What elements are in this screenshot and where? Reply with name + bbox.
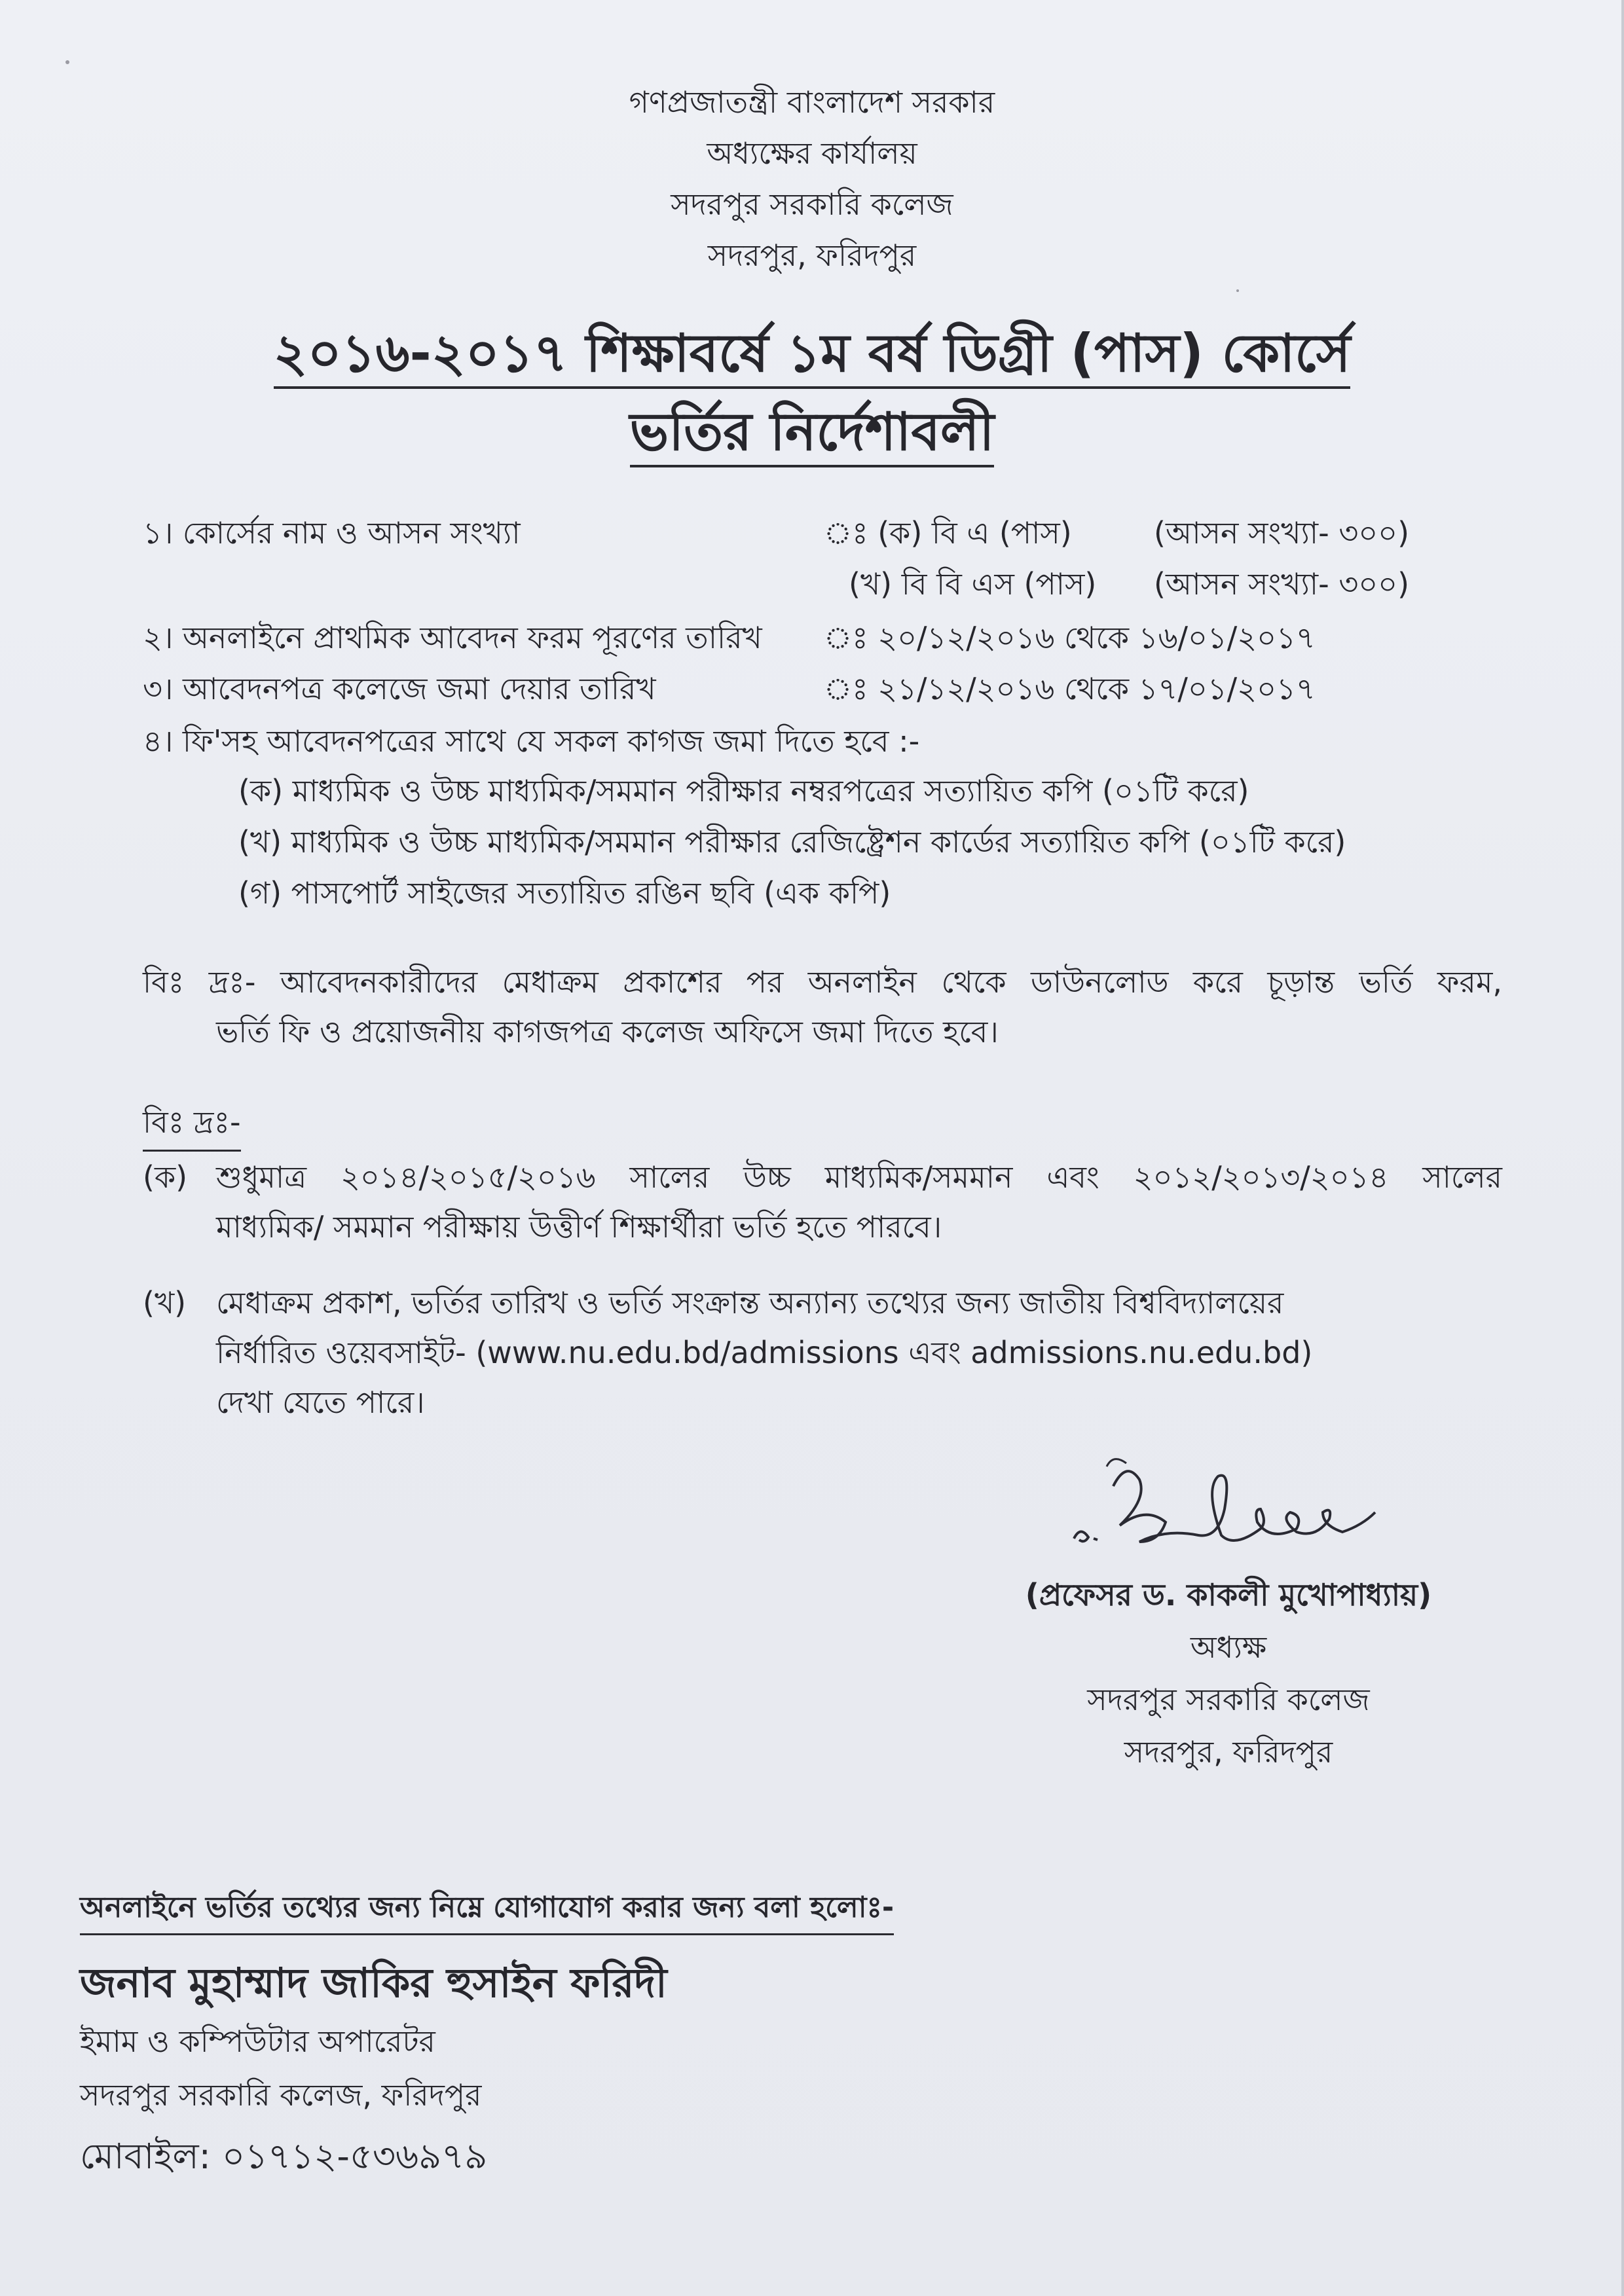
contact-mobile: মোবাইল: ০১৭১২-৫৩৬৯৭৯ xyxy=(80,2136,488,2177)
item-1-seats-b: (আসন সংখ্যা- ৩০০) xyxy=(1154,566,1410,602)
signatory-college: সদরপুর সরকারি কলেজ xyxy=(1087,1682,1370,1717)
title-line-2: ভর্তির নির্দেশাবলী xyxy=(630,401,995,467)
note-2-b-line-1: মেধাক্রম প্রকাশ, ভর্তির তারিখ ও ভর্তি সংক্রান্ত অন্যান্য তথ্যের জন্য জাতীয় বিশ্ববিদ্যালয়ের xyxy=(216,1285,1284,1321)
signature-image xyxy=(1067,1440,1408,1565)
note-2-b-line-2: নির্ধারিত ওয়েবসাইট- (www.nu.edu.bd/admissions এবং admissions.nu.edu.bd) xyxy=(216,1335,1313,1370)
contact-role: ইমাম ও কম্পিউটার অপারেটর xyxy=(80,2024,435,2059)
item-2-value: ঃ ২০/১২/২০১৬ থেকে ১৬/০১/২০১৭ xyxy=(824,620,1316,655)
note-1-line-2: ভর্তি ফি ও প্রয়োজনীয় কাগজপত্র কলেজ অফিসে জমা দিতে হবে। xyxy=(216,1014,999,1049)
item-3-value: ঃ ২১/১২/২০১৬ থেকে ১৭/০১/২০১৭ xyxy=(824,671,1316,706)
contact-heading: অনলাইনে ভর্তির তথ্যের জন্য নিম্নে যোগাযোগ করার জন্য বলা হলোঃ- xyxy=(80,1886,894,1935)
note-2-heading: বিঃ দ্রঃ- xyxy=(143,1100,241,1152)
scan-speck xyxy=(1236,289,1239,292)
item-3-label: ৩। আবেদনপত্র কলেজে জমা দেয়ার তারিখ xyxy=(143,671,656,706)
title-line-1: ২০১৬-২০১৭ শিক্ষাবর্ষে ১ম বর্ষ ডিগ্রী (পাস) কোর্সে xyxy=(274,323,1351,389)
signatory-name: (প্রফেসর ড. কাকলী মুখোপাধ্যায়) xyxy=(1025,1577,1432,1613)
note-1-line-1: বিঃ দ্রঃ- আবেদনকারীদের মেধাক্রম প্রকাশের পর অনলাইন থেকে ডাউনলোড করে চূড়ান্ত ভর্তি ফরম, xyxy=(143,964,1502,1000)
header-location: সদরপুর, ফরিদপুর xyxy=(707,238,917,273)
page-title xyxy=(0,313,1624,401)
note-2-b-line-3: দেখা যেতে পারে। xyxy=(216,1385,425,1420)
item-1-label: ১। কোর্সের নাম ও আসন সংখ্যা xyxy=(143,515,521,551)
scan-speck xyxy=(65,60,69,64)
item-1-seats-a: (আসন সংখ্যা- ৩০০) xyxy=(1154,515,1410,551)
item-4-sub-b: (খ) মাধ্যমিক ও উচ্চ মাধ্যমিক/সমমান পরীক্ষার রেজিষ্ট্রেশন কার্ডের সত্যায়িত কপি (০১টি করে) xyxy=(238,824,1346,860)
note-2-a-line-1: শুধুমাত্র ২০১৪/২০১৫/২০১৬ সালের উচ্চ মাধ্যমিক/সমমান এবং ২০১২/২০১৩/২০১৪ সালের xyxy=(216,1159,1502,1195)
header-office: অধ্যক্ষের কার্যালয় xyxy=(707,136,917,171)
signatory-designation: অধ্যক্ষ xyxy=(1190,1630,1267,1665)
header-college: সদরপুর সরকারি কলেজ xyxy=(671,187,953,222)
note-2-b-marker: (খ) xyxy=(143,1285,187,1321)
header-government: গণপ্রজাতন্ত্রী বাংলাদেশ সরকার xyxy=(629,84,995,120)
contact-college: সদরপুর সরকারি কলেজ, ফরিদপুর xyxy=(80,2077,482,2113)
note-2-a-marker: (ক) xyxy=(143,1159,188,1195)
item-4-sub-c: (গ) পাসপোর্ট সাইজের সত্যায়িত রঙিন ছবি (এক কপি) xyxy=(238,875,891,911)
signatory-place: সদরপুর, ফরিদপুর xyxy=(1124,1734,1333,1770)
note-2-a-line-2: মাধ্যমিক/ সমমান পরীক্ষায় উত্তীর্ণ শিক্ষার্থীরা ভর্তি হতে পারবে। xyxy=(216,1209,942,1245)
item-1-course-b: (খ) বি বি এস (পাস) xyxy=(849,566,1097,602)
item-4-sub-a: (ক) মাধ্যমিক ও উচ্চ মাধ্যমিক/সমমান পরীক্ষার নম্বরপত্রের সত্যায়িত কপি (০১টি করে) xyxy=(238,773,1249,809)
item-1-course-a: ঃ (ক) বি এ (পাস) xyxy=(824,515,1072,551)
page-subtitle xyxy=(0,392,1624,479)
item-4-label: ৪। ফি'সহ আবেদনপত্রের সাথে যে সকল কাগজ জমা দিতে হবে :- xyxy=(143,723,920,759)
contact-name: জনাব মুহাম্মাদ জাকির হুসাইন ফরিদী xyxy=(80,1959,667,2007)
item-2-label: ২। অনলাইনে প্রাথমিক আবেদন ফরম পূরণের তারিখ xyxy=(143,620,762,655)
